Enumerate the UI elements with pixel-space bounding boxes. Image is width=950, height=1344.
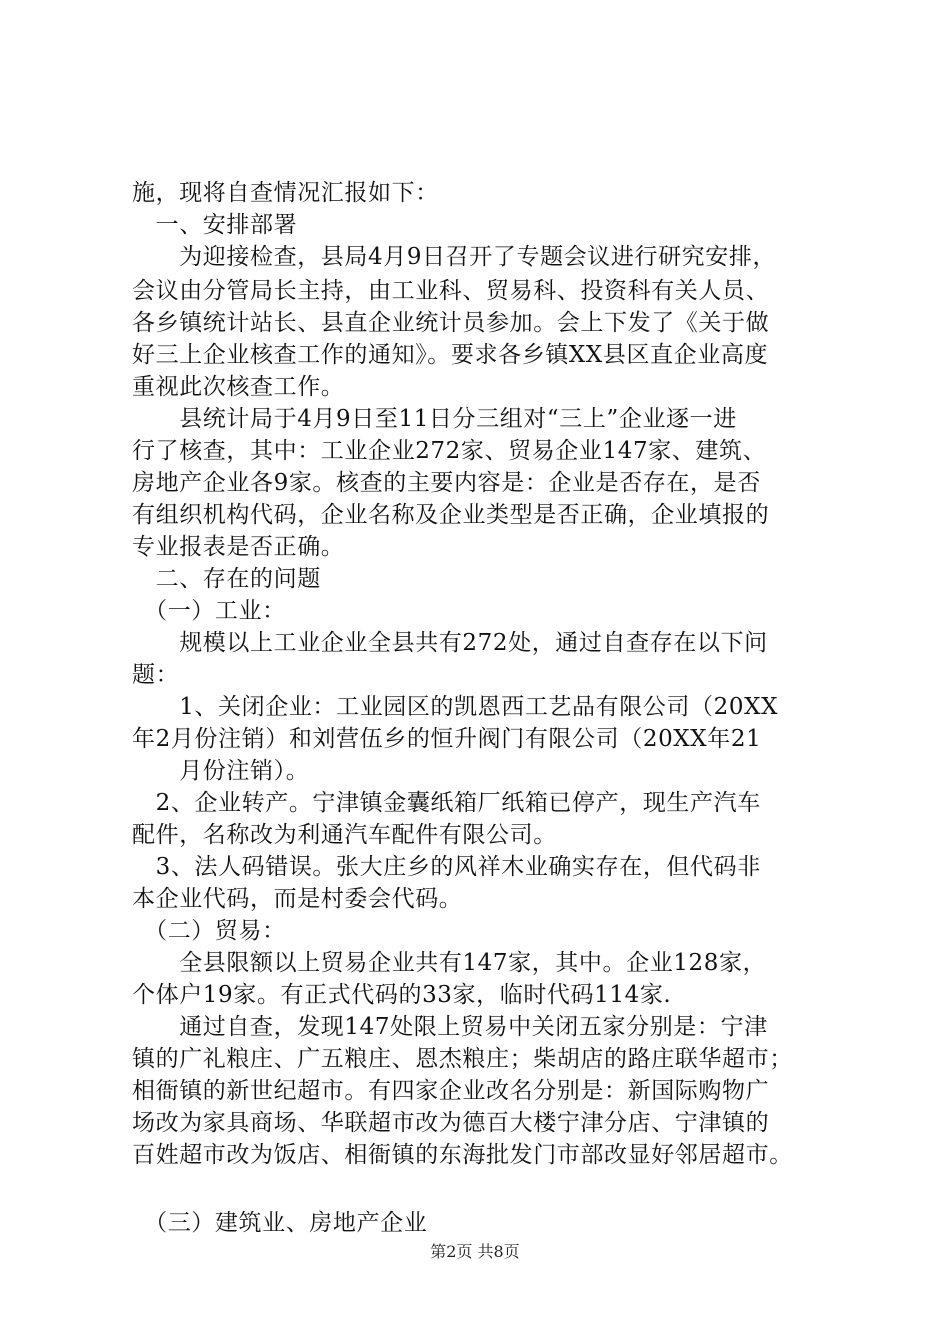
text-line: 专业报表是否正确。 [132,534,345,560]
text-line: 个体户19家。有正式代码的33家，临时代码114家. [132,982,672,1008]
text-line: 百姓超市改为饭店、相衙镇的东海批发门市部改显好邻居超市。 [132,1142,793,1168]
text-line: 通过自查，发现147处限上贸易中关闭五家分别是：宁津 [132,1014,768,1040]
text-line: 3、法人码错误。张大庄乡的风祥木业确实存在，但代码非 [132,854,761,880]
text-line: 题： [132,662,180,688]
text-line: 为迎接检查，县局4月9日召开了专题会议进行研究安排， [132,244,777,270]
page-number-footer: 第2页 共8页 [430,1242,520,1261]
text-line: 月份注销）。 [132,758,310,784]
text-line: 施，现将自查情况汇报如下： [132,180,439,206]
text-line: 镇的广礼粮庄、广五粮庄、恩杰粮庄；柴胡店的路庄联华超市； [132,1046,793,1072]
text-line: 场改为家具商场、华联超市改为德百大楼宁津分店、宁津镇的 [132,1110,770,1136]
text-line: 好三上企业核查工作的通知》。要求各乡镇XX县区直企业高度 [132,342,769,368]
text-line: 有组织机构代码，企业名称及企业类型是否正确，企业填报的 [132,502,770,528]
text-line: 相衙镇的新世纪超市。有四家企业改名分别是：新国际购物广 [132,1078,770,1104]
text-line: 行了核查，其中：工业企业272家、贸易企业147家、建筑、 [132,438,767,464]
section-heading: 一、安排部署 [132,212,298,238]
text-line: 1、关闭企业：工业园区的凯恩西工艺品有限公司（20XX [132,694,779,720]
section-heading: 二、存在的问题 [132,566,321,592]
text-line: 会议由分管局长主持，由工业科、贸易科、投资科有关人员、 [132,278,770,304]
text-line: 配件，名称改为利通汽车配件有限公司。 [132,822,557,848]
subsection-heading: （一）工业： [132,598,286,624]
text-line: 房地产企业各9家。核查的主要内容是：企业是否存在，是否 [132,470,761,496]
subsection-heading: （二）贸易： [132,918,286,944]
text-line: 规模以上工业企业全县共有272处，通过自查存在以下问 [132,630,768,656]
text-line: 年2月份注销）和刘营伍乡的恒升阀门有限公司（20XX年21 [132,726,762,752]
text-line: 全县限额以上贸易企业共有147家，其中。企业128家， [132,950,767,976]
text-line: 重视此次核查工作。 [132,374,345,400]
text-line: 各乡镇统计站长、县直企业统计员参加。会上下发了《关于做 [132,310,770,336]
text-line: 本企业代码，而是村委会代码。 [132,886,463,912]
subsection-heading: （三）建筑业、房地产企业 [132,1210,428,1236]
text-line: 2、企业转产。宁津镇金囊纸箱厂纸箱已停产，现生产汽车 [132,790,761,816]
text-line: 县统计局于4月9日至11日分三组对“三上”企业逐一进 [132,406,737,432]
